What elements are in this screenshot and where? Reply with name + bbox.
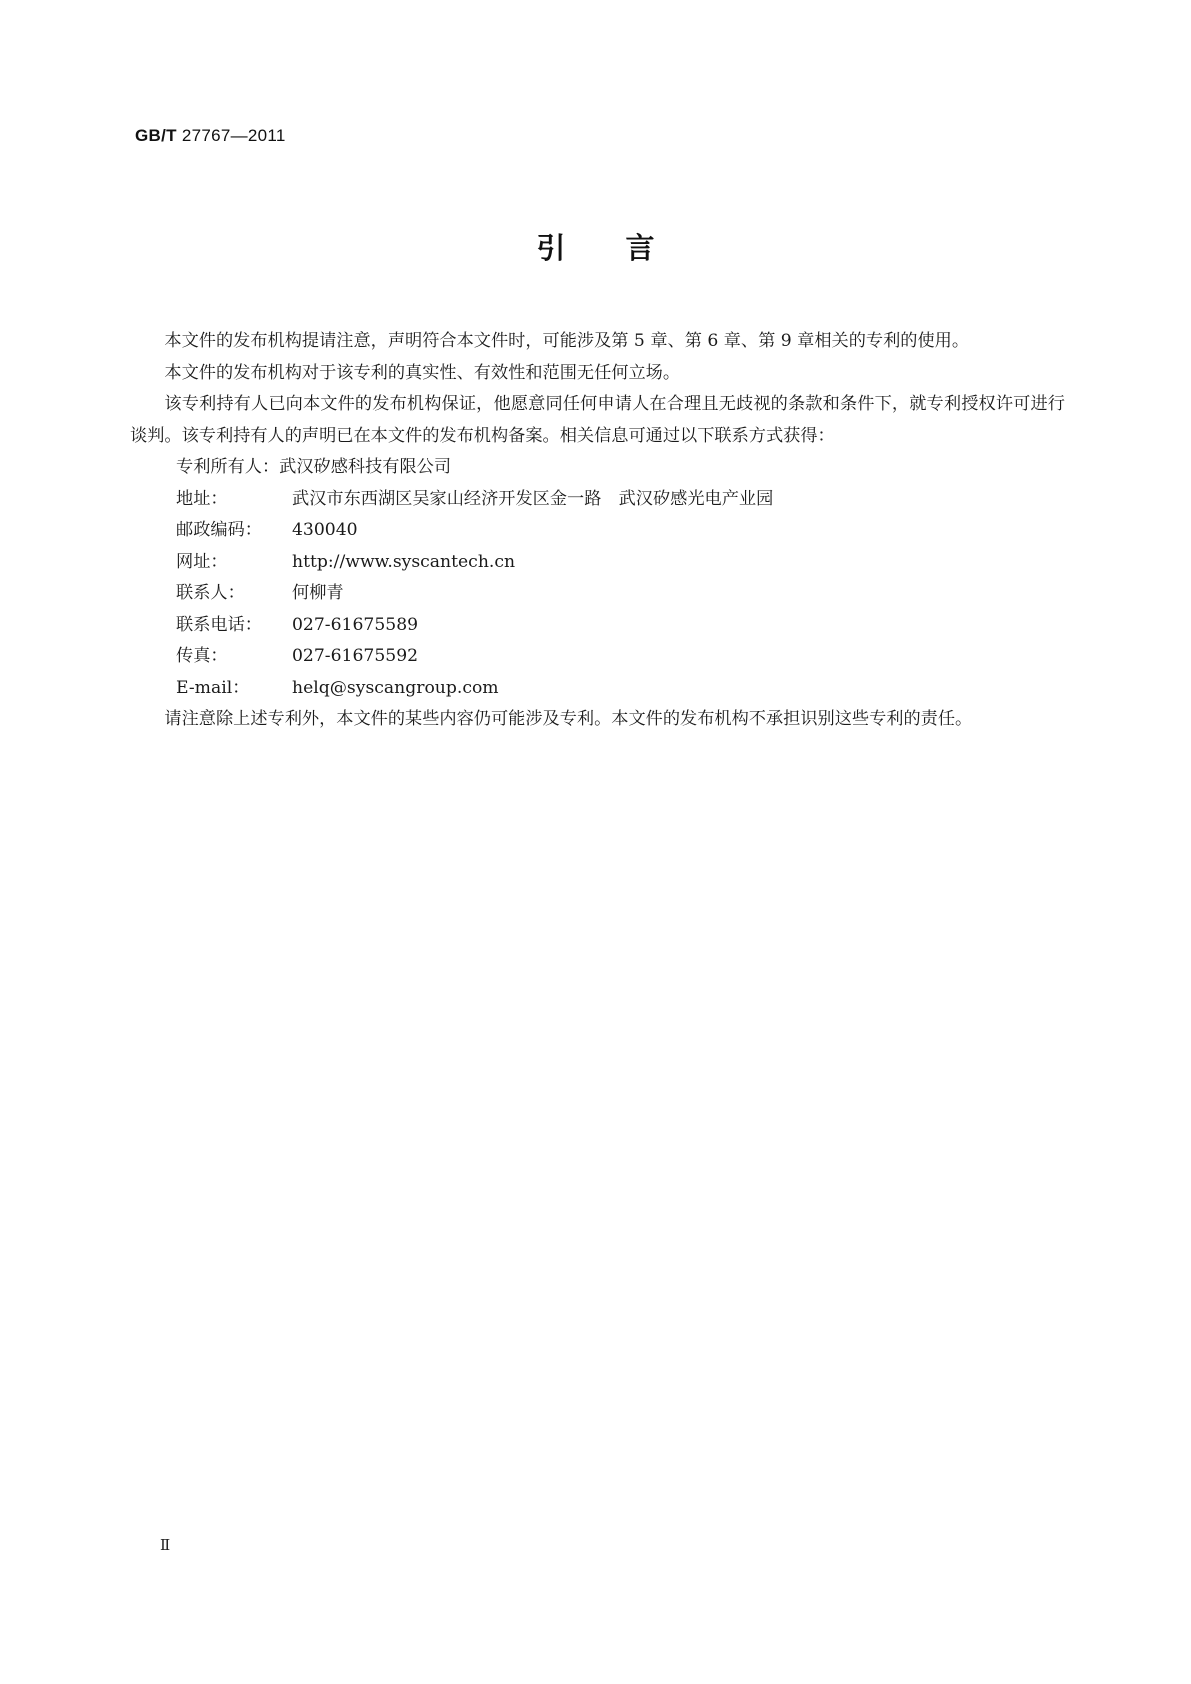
contact-row-postcode	[130, 515, 1065, 547]
paragraph-no-position: 本文件的发布机构对于该专利的真实性、有效性和范围无任何立场。	[164, 362, 681, 383]
website-value: http://www.syscantech.cn	[292, 551, 516, 572]
postcode-label: 邮政编码：	[176, 520, 262, 540]
standard-number: 27767—2011	[181, 126, 286, 145]
paragraph-holder-assurance: 该专利持有人已向本文件的发布机构保证，他愿意同任何申请人在合理且无歧视的条款和条件下，就专利授权许可进行谈判。该专利持有人的声明已在本文件的发布机构备案。相关信息可通过以下联系方式获得：	[130, 394, 1065, 446]
contact-row-person	[130, 578, 1065, 610]
contact-row-fax	[130, 641, 1065, 673]
address-value: 武汉市东西湖区吴家山经济开发区金一路 武汉矽感光电产业园	[292, 488, 774, 509]
contact-row-owner	[130, 452, 1065, 484]
phone-value: 027-61675589	[292, 614, 419, 635]
patent-holder-contact-list	[130, 452, 1065, 704]
contact-row-website	[130, 547, 1065, 579]
fax-value: 027-61675592	[292, 646, 419, 666]
contact-row-email	[130, 673, 1065, 705]
phone-label: 联系电话：	[176, 614, 262, 635]
paragraph-patent-notice: 本文件的发布机构提请注意，声明符合本文件时，可能涉及第 5 章、第 6 章、第 9 章相关的专利的使用。	[164, 331, 970, 351]
standard-prefix: GB/T	[135, 126, 177, 145]
owner-label: 专利所有人：	[176, 457, 280, 477]
contact-row-address	[130, 484, 1065, 516]
address-label: 地址：	[176, 488, 228, 509]
contact-person-value: 何柳青	[292, 583, 344, 603]
contact-row-phone	[130, 610, 1065, 642]
email-label: E-mail：	[176, 677, 250, 698]
contact-person-label: 联系人：	[176, 583, 245, 603]
website-label: 网址：	[176, 551, 228, 572]
fax-label: 传真：	[176, 646, 228, 666]
owner-value: 武汉矽感科技有限公司	[279, 457, 452, 477]
document-body	[130, 326, 1065, 736]
paragraph-other-patents: 请注意除上述专利外，本文件的某些内容仍可能涉及专利。本文件的发布机构不承担识别这些专利的责任。	[164, 709, 973, 729]
page-title: 引言	[536, 231, 715, 265]
page-number: Ⅱ	[160, 1536, 171, 1554]
postcode-value: 430040	[292, 520, 358, 540]
email-value: helq@syscangroup.com	[292, 677, 499, 698]
standard-number-header	[135, 126, 286, 146]
